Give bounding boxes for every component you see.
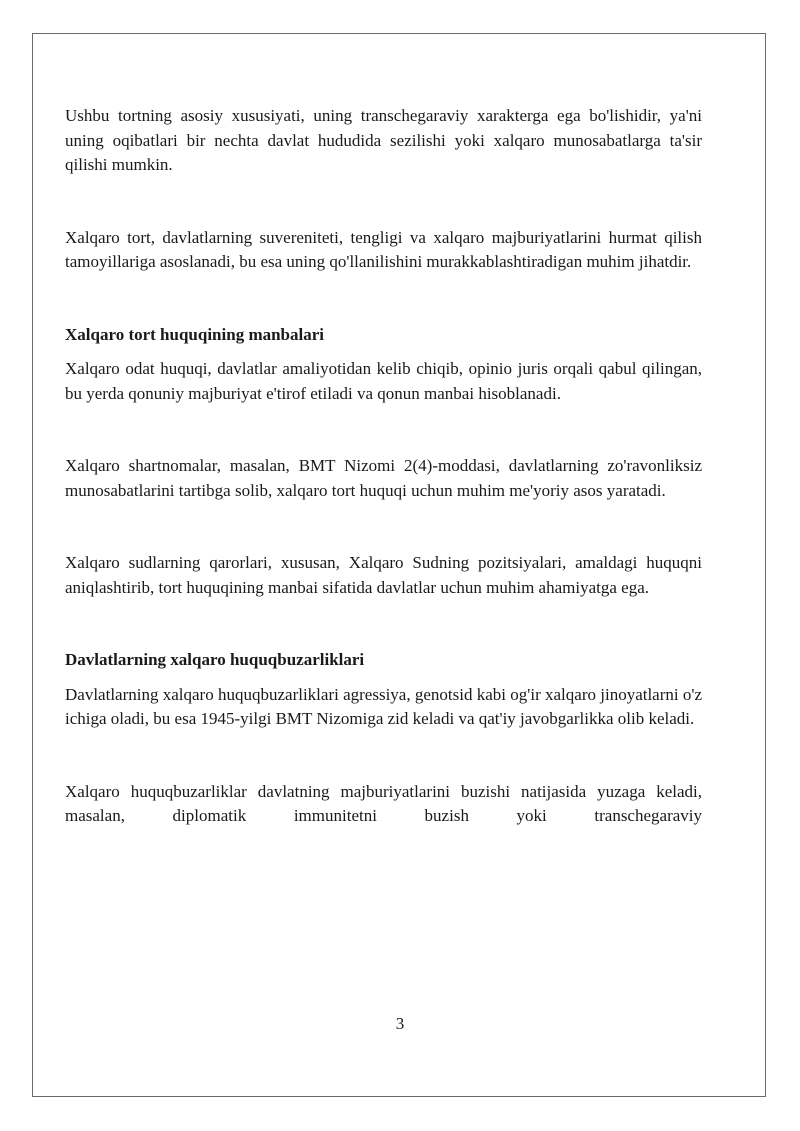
paragraph: Xalqaro tort, davlatlarning suvereniteti, tengligi va xalqaro majburiyatlarini hurmat qilish tamoyillariga asoslanadi, bu esa uning qo'llanilishini murakkablashtiradigan muhim jihatdir. (65, 227, 702, 271)
paragraph: Xalqaro sudlarning qarorlari, xususan, Xalqaro Sudning pozitsiyalari, amaldagi huquqni aniqlashtirib, tort huquqining manbai sifatida davlatlar uchun muhim ahamiyatga ega. (65, 553, 702, 597)
paragraph: Davlatlarning xalqaro huquqbuzarliklari agressiya, genotsid kabi og'ir xalqaro jinoyatlarni o'z ichiga oladi, bu esa 1945-yilgi BMT Nizomiga zid keladi va qat'iy javobgarlikka olib keladi. (65, 684, 702, 728)
section-heading: Davlatlarning xalqaro huquqbuzarliklari (65, 650, 365, 669)
section-heading: Xalqaro tort huquqining manbalari (65, 324, 325, 344)
paragraph: Xalqaro odat huquqi, davlatlar amaliyotidan kelib chiqib, opinio juris orqali qabul qilingan, bu yerda qonuniy majburiyat e'tirof etiladi va qonun manbai hisoblanadi. (65, 359, 702, 403)
paragraph: Xalqaro huquqbuzarliklar davlatning majburiyatlarini buzishi natijasida yuzaga keladi, masalan, diplomatik immunitetni buzish yoki transchegaraviy (65, 781, 702, 825)
page-number: 3 (395, 1014, 405, 1033)
paragraph: Ushbu tortning asosiy xususiyati, uning transchegaraviy xarakterga ega bo'lishidir, ya'ni uning oqibatlari bir nechta davlat hududida sezilishi yoki xalqaro munosabatlarga ta'sir qilishi mumkin. (65, 106, 702, 174)
page-content (65, 104, 702, 829)
paragraph: Xalqaro shartnomalar, masalan, BMT Nizomi 2(4)-moddasi, davlatlarning zo'ravonliksiz munosabatlarini tartibga solib, xalqaro tort huquqi uchun muhim me'yoriy asos yaratadi. (65, 456, 702, 500)
